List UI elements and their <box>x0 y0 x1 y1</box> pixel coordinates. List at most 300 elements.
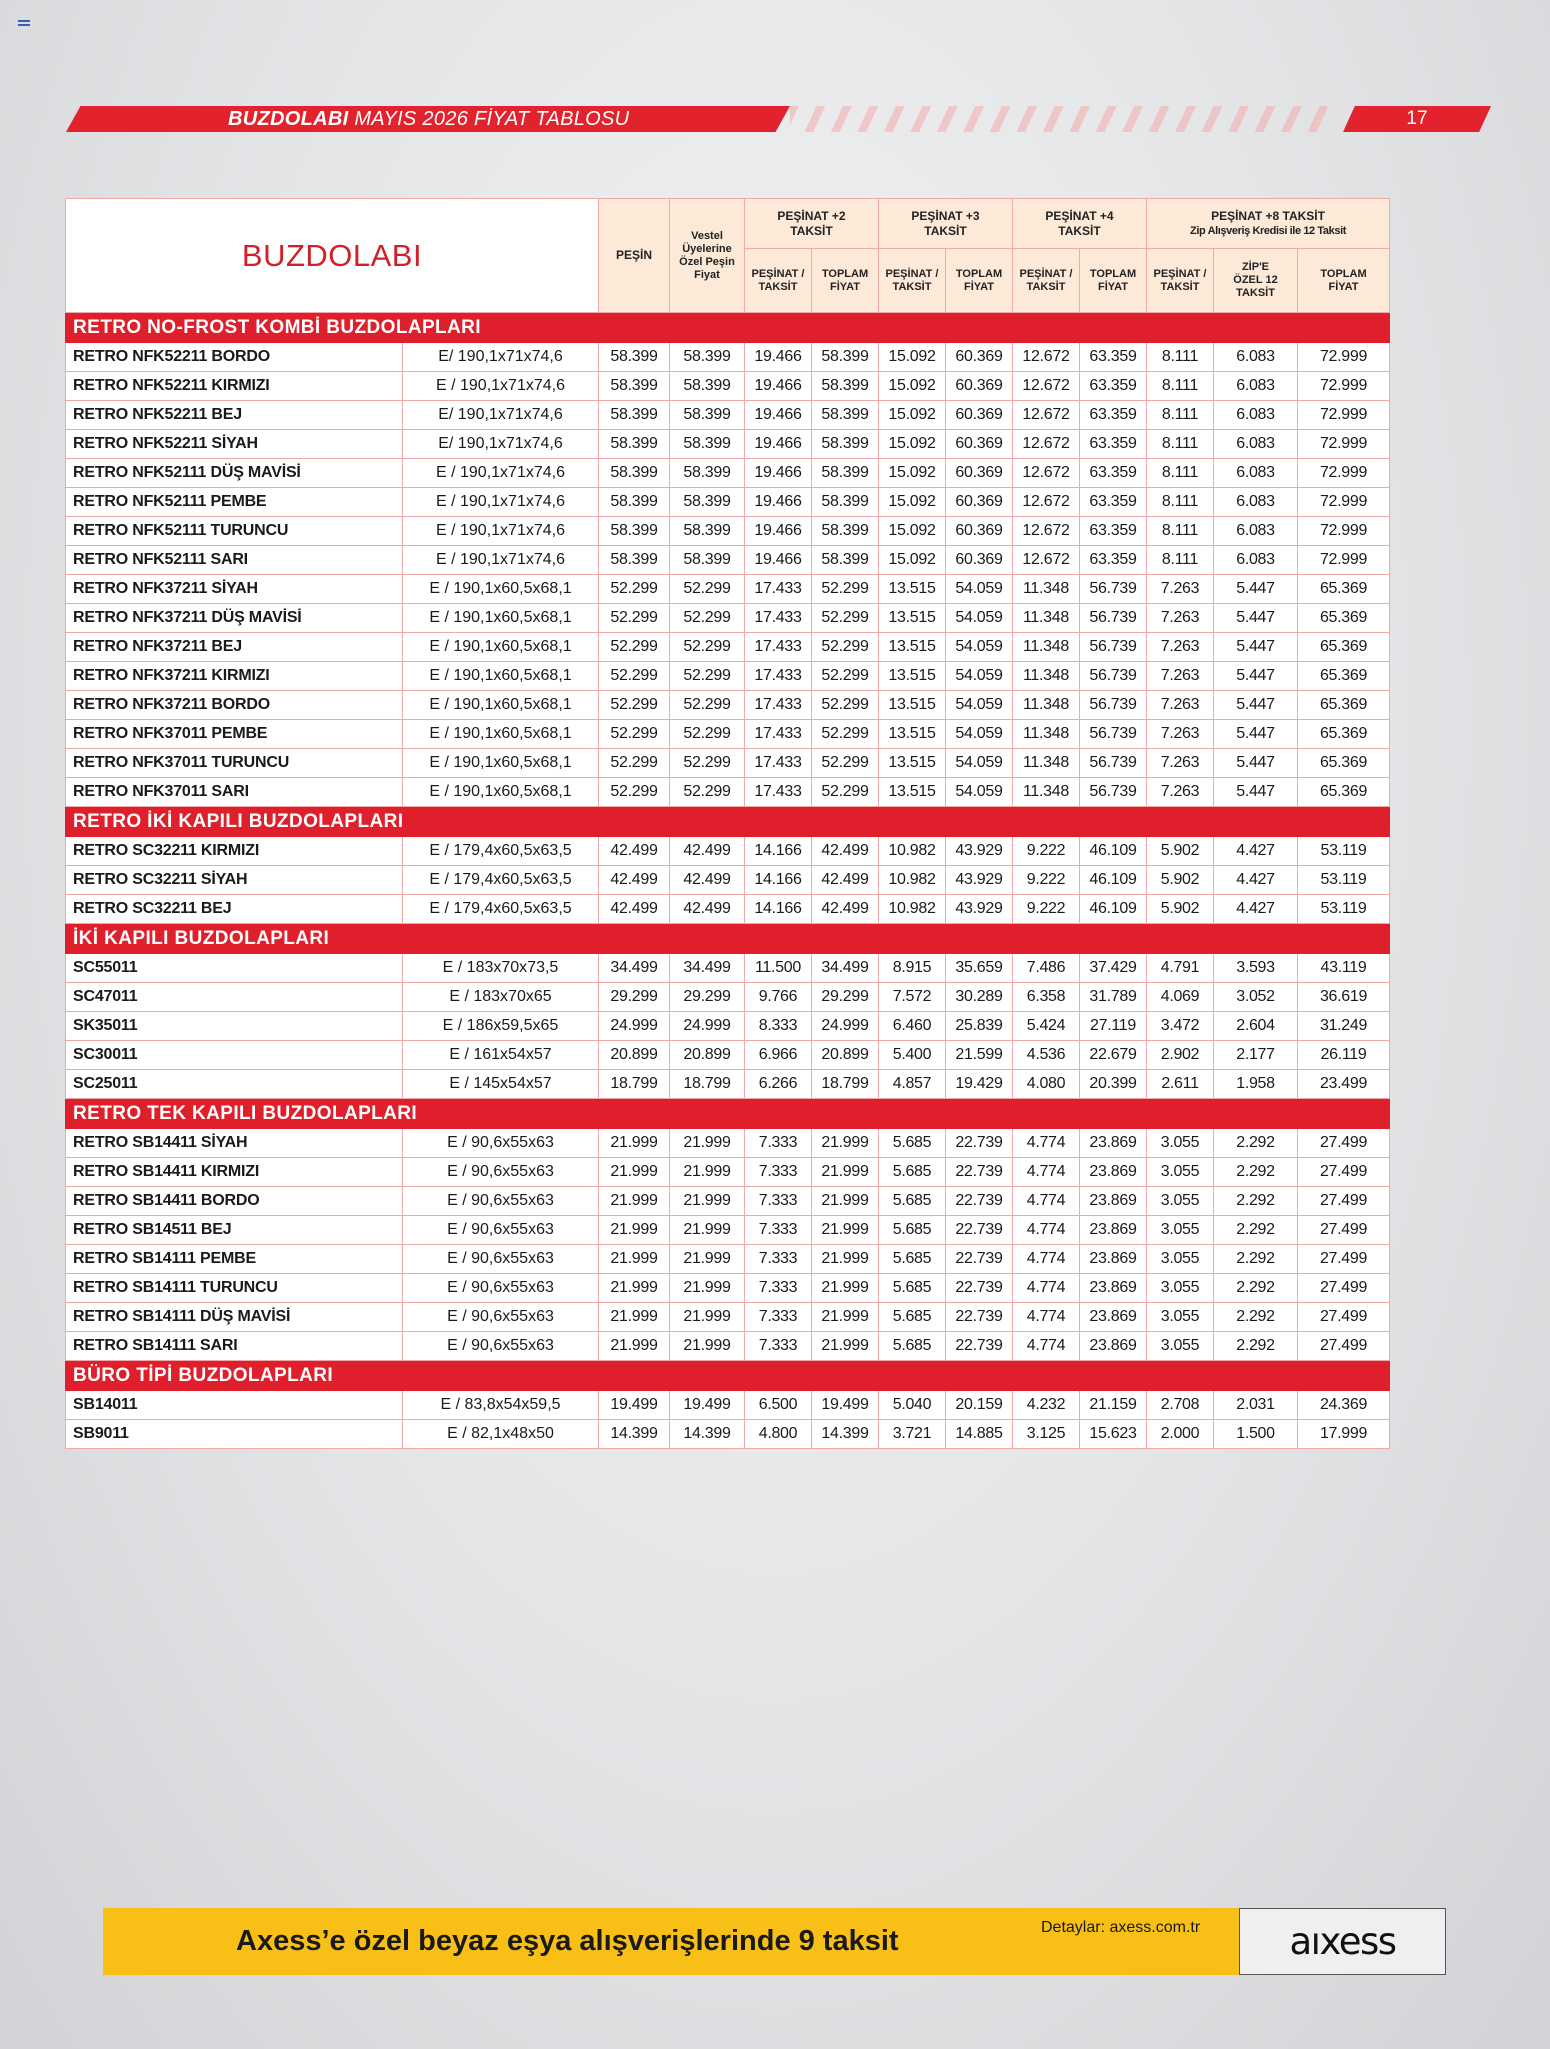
price-cell: 5.685 <box>879 1129 946 1158</box>
price-cell: 5.447 <box>1214 633 1298 662</box>
price-cell: 6.083 <box>1214 343 1298 372</box>
price-cell: 72.999 <box>1298 372 1390 401</box>
price-cell: 21.999 <box>599 1303 670 1332</box>
price-cell: 17.433 <box>745 604 812 633</box>
price-cell: 43.929 <box>946 837 1013 866</box>
dimensions: E / 179,4x60,5x63,5 <box>403 895 599 924</box>
price-cell: 21.599 <box>946 1041 1013 1070</box>
price-cell: 60.369 <box>946 517 1013 546</box>
price-cell: 54.059 <box>946 575 1013 604</box>
price-cell: 21.999 <box>812 1332 879 1361</box>
price-cell: 22.739 <box>946 1129 1013 1158</box>
model-name: RETRO SB14111 DÜŞ MAVİSİ <box>66 1303 403 1332</box>
price-cell: 4.427 <box>1214 895 1298 924</box>
dimensions: E / 190,1x71x74,6 <box>403 372 599 401</box>
price-cell: 11.348 <box>1013 720 1080 749</box>
price-cell: 21.999 <box>812 1187 879 1216</box>
dimensions: E / 190,1x71x74,6 <box>403 488 599 517</box>
price-cell: 52.299 <box>812 662 879 691</box>
price-cell: 34.499 <box>670 954 745 983</box>
price-cell: 20.399 <box>1080 1070 1147 1099</box>
col-group-8-title: PEŞİNAT +8 TAKSİT <box>1211 208 1325 223</box>
price-cell: 42.499 <box>670 837 745 866</box>
price-cell: 52.299 <box>670 604 745 633</box>
table-row <box>66 837 1390 866</box>
axess-logo: aıxess <box>1289 1920 1396 1963</box>
price-cell: 12.672 <box>1013 430 1080 459</box>
price-cell: 5.902 <box>1147 866 1214 895</box>
price-cell: 58.399 <box>670 401 745 430</box>
model-name: RETRO NFK52211 SİYAH <box>66 430 403 459</box>
price-cell: 34.499 <box>599 954 670 983</box>
price-cell: 31.789 <box>1080 983 1147 1012</box>
price-cell: 4.791 <box>1147 954 1214 983</box>
price-cell: 60.369 <box>946 488 1013 517</box>
price-cell: 23.869 <box>1080 1303 1147 1332</box>
price-cell: 58.399 <box>599 401 670 430</box>
table-row <box>66 575 1390 604</box>
price-cell: 5.685 <box>879 1187 946 1216</box>
price-cell: 52.299 <box>670 662 745 691</box>
dimensions: E / 183x70x65 <box>403 983 599 1012</box>
price-cell: 8.111 <box>1147 343 1214 372</box>
table-row <box>66 1070 1390 1099</box>
price-cell: 19.466 <box>745 372 812 401</box>
dimensions: E / 161x54x57 <box>403 1041 599 1070</box>
price-cell: 43.929 <box>946 866 1013 895</box>
price-cell: 21.999 <box>599 1187 670 1216</box>
dimensions: E / 190,1x60,5x68,1 <box>403 691 599 720</box>
price-cell: 2.292 <box>1214 1303 1298 1332</box>
price-cell: 19.499 <box>812 1391 879 1420</box>
price-cell: 27.499 <box>1298 1129 1390 1158</box>
price-cell: 63.359 <box>1080 430 1147 459</box>
price-cell: 5.447 <box>1214 604 1298 633</box>
price-cell: 65.369 <box>1298 749 1390 778</box>
price-cell: 15.092 <box>879 401 946 430</box>
price-cell: 52.299 <box>670 691 745 720</box>
price-cell: 7.263 <box>1147 691 1214 720</box>
price-cell: 5.447 <box>1214 749 1298 778</box>
price-cell: 14.885 <box>946 1420 1013 1449</box>
dimensions: E / 190,1x60,5x68,1 <box>403 662 599 691</box>
dimensions: E / 90,6x55x63 <box>403 1187 599 1216</box>
dimensions: E / 190,1x60,5x68,1 <box>403 749 599 778</box>
price-cell: 3.125 <box>1013 1420 1080 1449</box>
price-cell: 5.685 <box>879 1303 946 1332</box>
price-cell: 27.499 <box>1298 1158 1390 1187</box>
price-cell: 10.982 <box>879 866 946 895</box>
price-cell: 52.299 <box>812 575 879 604</box>
price-cell: 52.299 <box>599 691 670 720</box>
price-cell: 7.263 <box>1147 575 1214 604</box>
price-cell: 58.399 <box>812 343 879 372</box>
price-cell: 27.499 <box>1298 1303 1390 1332</box>
price-cell: 63.359 <box>1080 372 1147 401</box>
table-row <box>66 1012 1390 1041</box>
price-cell: 52.299 <box>599 662 670 691</box>
section-title: RETRO NO-FROST KOMBİ BUZDOLAPLARI <box>66 313 1390 343</box>
table-row <box>66 546 1390 575</box>
dimensions: E / 190,1x71x74,6 <box>403 517 599 546</box>
dimensions: E / 90,6x55x63 <box>403 1129 599 1158</box>
price-cell: 7.333 <box>745 1274 812 1303</box>
price-cell: 21.999 <box>670 1245 745 1274</box>
price-cell: 42.499 <box>670 866 745 895</box>
table-row <box>66 1303 1390 1332</box>
dimensions: E / 190,1x60,5x68,1 <box>403 604 599 633</box>
price-cell: 7.333 <box>745 1303 812 1332</box>
table-row <box>66 1391 1390 1420</box>
section-title: BÜRO TİPİ BUZDOLAPLARI <box>66 1361 1390 1391</box>
price-cell: 19.466 <box>745 430 812 459</box>
price-cell: 6.083 <box>1214 401 1298 430</box>
price-cell: 27.499 <box>1298 1245 1390 1274</box>
table-row <box>66 488 1390 517</box>
price-cell: 22.679 <box>1080 1041 1147 1070</box>
price-cell: 5.424 <box>1013 1012 1080 1041</box>
price-cell: 19.466 <box>745 459 812 488</box>
price-cell: 22.739 <box>946 1274 1013 1303</box>
price-cell: 65.369 <box>1298 604 1390 633</box>
price-cell: 43.119 <box>1298 954 1390 983</box>
price-cell: 52.299 <box>812 749 879 778</box>
category-title: BUZDOLABI <box>66 199 599 313</box>
price-cell: 36.619 <box>1298 983 1390 1012</box>
price-cell: 4.232 <box>1013 1391 1080 1420</box>
price-cell: 65.369 <box>1298 633 1390 662</box>
dimensions: E/ 190,1x71x74,6 <box>403 401 599 430</box>
price-cell: 6.083 <box>1214 372 1298 401</box>
price-cell: 53.119 <box>1298 837 1390 866</box>
price-cell: 23.869 <box>1080 1129 1147 1158</box>
price-cell: 30.289 <box>946 983 1013 1012</box>
price-cell: 63.359 <box>1080 546 1147 575</box>
price-cell: 22.739 <box>946 1187 1013 1216</box>
price-cell: 27.499 <box>1298 1274 1390 1303</box>
price-cell: 23.869 <box>1080 1158 1147 1187</box>
price-cell: 72.999 <box>1298 343 1390 372</box>
price-cell: 17.433 <box>745 662 812 691</box>
price-cell: 12.672 <box>1013 372 1080 401</box>
price-cell: 6.083 <box>1214 488 1298 517</box>
table-row <box>66 633 1390 662</box>
price-cell: 5.902 <box>1147 895 1214 924</box>
price-cell: 72.999 <box>1298 459 1390 488</box>
model-name: SC30011 <box>66 1041 403 1070</box>
price-cell: 24.999 <box>599 1012 670 1041</box>
dimensions: E / 190,1x71x74,6 <box>403 459 599 488</box>
price-cell: 21.999 <box>599 1158 670 1187</box>
price-cell: 34.499 <box>812 954 879 983</box>
price-cell: 52.299 <box>812 691 879 720</box>
price-cell: 3.472 <box>1147 1012 1214 1041</box>
dimensions: E / 90,6x55x63 <box>403 1216 599 1245</box>
promo-detail-link[interactable]: Detaylar: axess.com.tr <box>1041 1919 1201 1936</box>
price-cell: 3.055 <box>1147 1303 1214 1332</box>
price-cell: 13.515 <box>879 720 946 749</box>
price-cell: 6.966 <box>745 1041 812 1070</box>
price-cell: 11.348 <box>1013 691 1080 720</box>
price-cell: 46.109 <box>1080 895 1147 924</box>
price-cell: 4.774 <box>1013 1303 1080 1332</box>
dimensions: E / 179,4x60,5x63,5 <box>403 837 599 866</box>
price-cell: 58.399 <box>599 343 670 372</box>
col-4-pesinat-taksit: PEŞİNAT / TAKSİT <box>1013 249 1080 313</box>
model-name: SB9011 <box>66 1420 403 1449</box>
price-cell: 12.672 <box>1013 546 1080 575</box>
price-cell: 17.433 <box>745 691 812 720</box>
price-cell: 2.292 <box>1214 1216 1298 1245</box>
price-cell: 60.369 <box>946 459 1013 488</box>
table-row <box>66 1420 1390 1449</box>
dimensions: E / 90,6x55x63 <box>403 1274 599 1303</box>
price-cell: 35.659 <box>946 954 1013 983</box>
price-cell: 15.092 <box>879 517 946 546</box>
price-cell: 19.466 <box>745 546 812 575</box>
price-cell: 13.515 <box>879 604 946 633</box>
price-cell: 56.739 <box>1080 749 1147 778</box>
table-row <box>66 1332 1390 1361</box>
price-cell: 52.299 <box>599 749 670 778</box>
dimensions: E / 145x54x57 <box>403 1070 599 1099</box>
price-cell: 9.766 <box>745 983 812 1012</box>
price-cell: 58.399 <box>812 401 879 430</box>
table-row <box>66 459 1390 488</box>
price-cell: 54.059 <box>946 778 1013 807</box>
price-cell: 22.739 <box>946 1158 1013 1187</box>
price-cell: 37.429 <box>1080 954 1147 983</box>
price-cell: 58.399 <box>670 372 745 401</box>
price-cell: 52.299 <box>670 720 745 749</box>
price-cell: 6.266 <box>745 1070 812 1099</box>
price-cell: 56.739 <box>1080 720 1147 749</box>
price-cell: 5.400 <box>879 1041 946 1070</box>
price-cell: 23.869 <box>1080 1274 1147 1303</box>
price-cell: 8.111 <box>1147 546 1214 575</box>
price-cell: 56.739 <box>1080 604 1147 633</box>
price-cell: 58.399 <box>670 488 745 517</box>
price-cell: 21.999 <box>599 1129 670 1158</box>
price-cell: 52.299 <box>670 749 745 778</box>
table-row <box>66 1158 1390 1187</box>
price-cell: 63.359 <box>1080 488 1147 517</box>
dimensions: E/ 190,1x71x74,6 <box>403 343 599 372</box>
price-cell: 27.499 <box>1298 1216 1390 1245</box>
price-cell: 11.348 <box>1013 575 1080 604</box>
col-2-pesinat-taksit: PEŞİNAT / TAKSİT <box>745 249 812 313</box>
price-cell: 5.447 <box>1214 691 1298 720</box>
price-cell: 9.222 <box>1013 866 1080 895</box>
price-cell: 11.348 <box>1013 778 1080 807</box>
price-table <box>65 198 1390 1449</box>
model-name: SC25011 <box>66 1070 403 1099</box>
price-cell: 58.399 <box>599 372 670 401</box>
price-cell: 52.299 <box>599 720 670 749</box>
table-row <box>66 954 1390 983</box>
price-cell: 21.999 <box>599 1245 670 1274</box>
model-name: RETRO SC32211 KIRMIZI <box>66 837 403 866</box>
model-name: RETRO SB14111 PEMBE <box>66 1245 403 1274</box>
page-number: 17 <box>1406 108 1428 129</box>
price-cell: 52.299 <box>812 604 879 633</box>
price-cell: 12.672 <box>1013 488 1080 517</box>
price-cell: 7.333 <box>745 1245 812 1274</box>
price-cell: 11.348 <box>1013 749 1080 778</box>
price-cell: 2.292 <box>1214 1274 1298 1303</box>
price-cell: 22.739 <box>946 1303 1013 1332</box>
price-cell: 19.499 <box>599 1391 670 1420</box>
model-name: RETRO SC32211 SİYAH <box>66 866 403 895</box>
price-cell: 15.092 <box>879 343 946 372</box>
price-cell: 5.447 <box>1214 662 1298 691</box>
col-group-2-taksit: PEŞİNAT +2 TAKSİT <box>745 199 879 249</box>
table-row <box>66 604 1390 633</box>
price-cell: 2.292 <box>1214 1158 1298 1187</box>
price-cell: 4.774 <box>1013 1245 1080 1274</box>
price-cell: 21.999 <box>599 1216 670 1245</box>
price-cell: 5.447 <box>1214 778 1298 807</box>
model-name: RETRO NFK37011 SARI <box>66 778 403 807</box>
price-cell: 2.902 <box>1147 1041 1214 1070</box>
table-row <box>66 866 1390 895</box>
price-cell: 4.800 <box>745 1420 812 1449</box>
section-header-row <box>66 924 1390 954</box>
price-cell: 7.572 <box>879 983 946 1012</box>
price-cell: 12.672 <box>1013 401 1080 430</box>
model-name: RETRO NFK37011 TURUNCU <box>66 749 403 778</box>
price-cell: 3.055 <box>1147 1158 1214 1187</box>
price-cell: 65.369 <box>1298 575 1390 604</box>
price-cell: 21.999 <box>670 1274 745 1303</box>
col-group-8-subtitle: Zip Alışveriş Kredisi ile 12 Taksit <box>1190 224 1346 237</box>
price-cell: 11.500 <box>745 954 812 983</box>
price-cell: 65.369 <box>1298 778 1390 807</box>
price-cell: 4.427 <box>1214 837 1298 866</box>
price-cell: 18.799 <box>812 1070 879 1099</box>
model-name: RETRO NFK52211 BEJ <box>66 401 403 430</box>
dimensions: E / 90,6x55x63 <box>403 1332 599 1361</box>
price-cell: 54.059 <box>946 720 1013 749</box>
col-group-8-taksit <box>1147 199 1390 249</box>
price-cell: 2.292 <box>1214 1129 1298 1158</box>
price-cell: 56.739 <box>1080 662 1147 691</box>
price-cell: 4.774 <box>1013 1129 1080 1158</box>
price-cell: 7.333 <box>745 1332 812 1361</box>
col-3-toplam: TOPLAM FİYAT <box>946 249 1013 313</box>
price-cell: 20.159 <box>946 1391 1013 1420</box>
price-cell: 63.359 <box>1080 459 1147 488</box>
price-cell: 29.299 <box>670 983 745 1012</box>
table-row <box>66 983 1390 1012</box>
price-cell: 21.999 <box>670 1332 745 1361</box>
section-title: RETRO TEK KAPILI BUZDOLAPLARI <box>66 1099 1390 1129</box>
price-cell: 8.111 <box>1147 517 1214 546</box>
price-cell: 5.902 <box>1147 837 1214 866</box>
price-cell: 52.299 <box>670 778 745 807</box>
price-cell: 5.685 <box>879 1274 946 1303</box>
price-cell: 3.055 <box>1147 1216 1214 1245</box>
price-cell: 14.399 <box>599 1420 670 1449</box>
price-cell: 21.999 <box>599 1274 670 1303</box>
price-cell: 14.399 <box>812 1420 879 1449</box>
price-cell: 58.399 <box>599 546 670 575</box>
model-name: SK35011 <box>66 1012 403 1041</box>
section-header-row <box>66 313 1390 343</box>
price-cell: 3.055 <box>1147 1274 1214 1303</box>
price-cell: 21.999 <box>812 1129 879 1158</box>
price-cell: 4.774 <box>1013 1158 1080 1187</box>
price-cell: 3.055 <box>1147 1332 1214 1361</box>
price-cell: 54.059 <box>946 633 1013 662</box>
price-cell: 46.109 <box>1080 837 1147 866</box>
price-cell: 8.111 <box>1147 488 1214 517</box>
col-8-zip-12: ZİP'E ÖZEL 12 TAKSİT <box>1214 249 1298 313</box>
price-cell: 52.299 <box>670 633 745 662</box>
price-cell: 2.292 <box>1214 1187 1298 1216</box>
price-cell: 8.333 <box>745 1012 812 1041</box>
price-cell: 52.299 <box>812 778 879 807</box>
price-cell: 42.499 <box>599 895 670 924</box>
price-cell: 15.623 <box>1080 1420 1147 1449</box>
page-title <box>228 106 629 132</box>
price-cell: 4.080 <box>1013 1070 1080 1099</box>
price-cell: 42.499 <box>599 837 670 866</box>
price-cell: 12.672 <box>1013 343 1080 372</box>
table-row <box>66 1245 1390 1274</box>
price-cell: 52.299 <box>599 604 670 633</box>
model-name: RETRO NFK37211 KIRMIZI <box>66 662 403 691</box>
price-cell: 4.427 <box>1214 866 1298 895</box>
price-cell: 7.333 <box>745 1216 812 1245</box>
table-row <box>66 372 1390 401</box>
price-cell: 12.672 <box>1013 459 1080 488</box>
model-name: RETRO NFK52211 BORDO <box>66 343 403 372</box>
model-name: RETRO NFK37211 SİYAH <box>66 575 403 604</box>
price-cell: 58.399 <box>670 546 745 575</box>
price-cell: 23.869 <box>1080 1216 1147 1245</box>
price-cell: 58.399 <box>670 343 745 372</box>
section-title: İKİ KAPILI BUZDOLAPLARI <box>66 924 1390 954</box>
price-cell: 58.399 <box>599 488 670 517</box>
price-cell: 23.869 <box>1080 1245 1147 1274</box>
price-cell: 5.685 <box>879 1332 946 1361</box>
price-cell: 7.333 <box>745 1187 812 1216</box>
price-cell: 42.499 <box>599 866 670 895</box>
price-cell: 4.774 <box>1013 1187 1080 1216</box>
price-cell: 54.059 <box>946 604 1013 633</box>
model-name: SC55011 <box>66 954 403 983</box>
price-cell: 25.839 <box>946 1012 1013 1041</box>
price-cell: 19.466 <box>745 401 812 430</box>
price-cell: 11.348 <box>1013 604 1080 633</box>
price-cell: 60.369 <box>946 401 1013 430</box>
price-cell: 63.359 <box>1080 401 1147 430</box>
dimensions: E/ 190,1x71x74,6 <box>403 430 599 459</box>
price-cell: 2.292 <box>1214 1332 1298 1361</box>
price-cell: 9.222 <box>1013 837 1080 866</box>
price-cell: 21.999 <box>812 1158 879 1187</box>
price-cell: 22.739 <box>946 1216 1013 1245</box>
price-cell: 8.111 <box>1147 430 1214 459</box>
price-cell: 14.399 <box>670 1420 745 1449</box>
price-cell: 13.515 <box>879 691 946 720</box>
table-row <box>66 430 1390 459</box>
table-row <box>66 662 1390 691</box>
price-cell: 14.166 <box>745 866 812 895</box>
price-cell: 58.399 <box>812 546 879 575</box>
price-cell: 27.119 <box>1080 1012 1147 1041</box>
